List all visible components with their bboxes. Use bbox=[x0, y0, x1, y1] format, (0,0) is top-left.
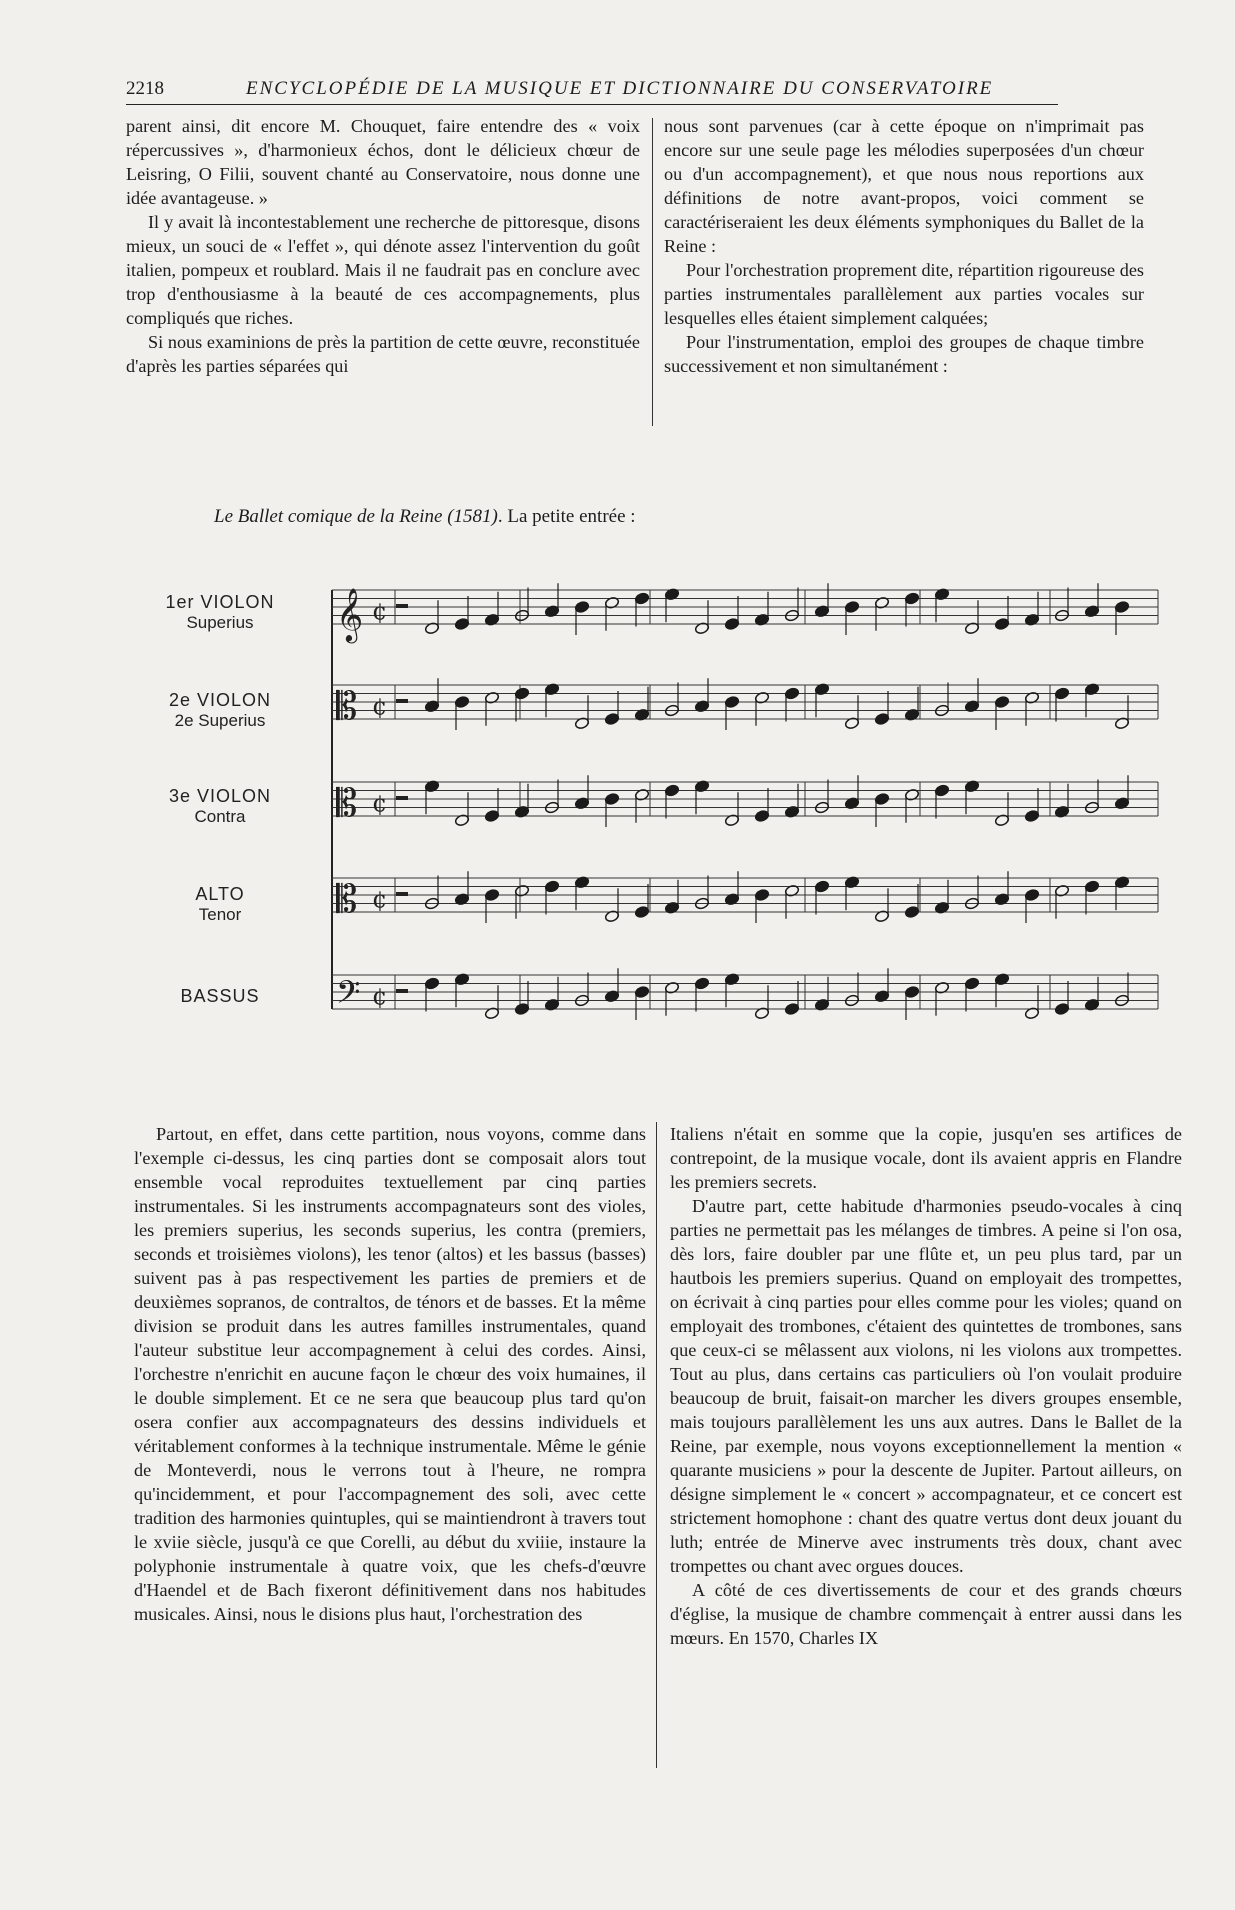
running-header bbox=[126, 78, 1058, 104]
note-head bbox=[1024, 809, 1039, 822]
note-head bbox=[1084, 880, 1099, 893]
note-head bbox=[454, 695, 469, 708]
note-head bbox=[634, 905, 649, 918]
note-head bbox=[754, 888, 769, 901]
half-rest bbox=[396, 604, 408, 608]
clef: 𝄡 bbox=[336, 781, 358, 825]
note-head bbox=[634, 592, 649, 605]
top-right-column bbox=[664, 114, 1144, 378]
header-rule bbox=[126, 104, 1058, 105]
example-caption bbox=[214, 506, 636, 528]
staff-label-line1: 2e VIOLON bbox=[168, 690, 272, 710]
page-number: 2218 bbox=[126, 78, 164, 99]
clef: 𝄡 bbox=[336, 684, 358, 728]
column-divider bbox=[656, 1122, 657, 1768]
note-head bbox=[604, 712, 619, 725]
note-head bbox=[1024, 888, 1039, 901]
note-head bbox=[814, 880, 829, 893]
staff-label-line2: Tenor bbox=[198, 905, 242, 924]
note-head bbox=[574, 600, 589, 613]
paragraph: Si nous examinions de près la partition de cette œuvre, reconstituée d'après les parties séparées qui bbox=[126, 332, 640, 376]
note-head bbox=[484, 888, 499, 901]
time-signature: ¢ bbox=[372, 789, 388, 818]
paragraph: Il y avait là incontestablement une recherche de pittoresque, disons mieux, un souci de « l'effet », qui dénote assez l'intervention du goût italien, pompeux et roublard. Mais il ne faudrait pas en conclure avec trop d'enthousiasme à la beauté de ces accompagnements, plus compliqués que riches. bbox=[126, 212, 640, 328]
staff-label-line1: 1er VIOLON bbox=[165, 592, 275, 612]
staff-label-line2: Contra bbox=[194, 807, 246, 826]
time-signature: ¢ bbox=[372, 597, 388, 626]
paragraph: Italiens n'était en somme que la copie, jusqu'en ses artifices de contrepoint, de la musique vocale, dont ils avaient appris en Flandre les premiers secrets. bbox=[670, 1124, 1182, 1192]
note-head bbox=[964, 977, 979, 990]
note-head bbox=[904, 592, 919, 605]
note-head bbox=[1054, 1002, 1069, 1015]
note-head bbox=[424, 977, 439, 990]
staff-label-line1: ALTO bbox=[195, 884, 245, 904]
note-head bbox=[514, 687, 529, 700]
note-head bbox=[634, 985, 649, 998]
staff-label-line2: 2e Superius bbox=[174, 711, 266, 730]
time-signature: ¢ bbox=[372, 982, 388, 1011]
caption-rest: . La petite entrée : bbox=[497, 506, 636, 527]
running-title: ENCYCLOPÉDIE DE LA MUSIQUE ET DICTIONNAIRE DU CONSERVATOIRE bbox=[246, 78, 994, 99]
note-head bbox=[664, 784, 679, 797]
paragraph: A côté de ces divertissements de cour et des grands chœurs d'église, la musique de chambre commençait à entrer aussi dans les mœurs. En 1570, Charles IX bbox=[670, 1580, 1182, 1648]
staff-label-line2: Superius bbox=[186, 613, 254, 632]
note-head bbox=[784, 1002, 799, 1015]
half-rest bbox=[396, 989, 408, 993]
note-head bbox=[454, 617, 469, 630]
paragraph: Partout, en effet, dans cette partition, nous voyons, comme dans l'exemple ci-dessus, les cinq parties dont se composait alors tout ensemble vocal reproduites textuellement par cinq parties instrumentales. Si les instruments accompagnateurs sont des violes, les premiers superius, les seconds superius, les contra (premiers, seconds et troisièmes violons), les tenor (altos) et les bassus (basses) suivent pas à pas respectivement les parties de premiers et de deuxièmes sopranos, de contraltos, de ténors et de basses. Et la même division se produit dans les autres familles instrumentales, quand l'auteur substitue leur accompagnement à celui des cordes. Ainsi, l'orchestre n'enrichit en aucune façon le chœur des voix humaines, il le double simplement. Et ce ne sera que beaucoup plus tard qu'on osera confier aux accompagnateurs des dessins individuels et véritablement conformes à la technique instrumentale. Même le génie de Monteverdi, nous le verrons tout à l'heure, ne rompra qu'incidemment, et pour l'accompagnement des soli, avec cette tradition des harmonies quintuples, qui se maintiendront à travers tout le xviie siècle, jusqu'à ce que Corelli, au début du xviiie, instaure la polyphonie instrumentale à quatre voix, que les chefs-d'œuvre d'Haendel et de Bach fixeront définitivement dans nos habitudes musicales. Ainsi, nous le disions plus haut, l'orchestration des bbox=[134, 1124, 646, 1624]
top-left-column bbox=[126, 114, 640, 378]
note-head bbox=[1114, 600, 1129, 613]
music-score bbox=[0, 570, 1235, 1030]
note-head bbox=[544, 880, 559, 893]
bottom-left-column bbox=[134, 1122, 646, 1626]
staff-label-line1: 3e VIOLON bbox=[168, 786, 272, 806]
clef: 𝄞 bbox=[336, 587, 364, 641]
note-head bbox=[844, 600, 859, 613]
note-head bbox=[724, 617, 739, 630]
note-head bbox=[994, 695, 1009, 708]
time-signature: ¢ bbox=[372, 885, 388, 914]
note-head bbox=[994, 617, 1009, 630]
paragraph: nous sont parvenues (car à cette époque on n'imprimait pas encore sur une seule page les mélodies superposées d'un chœur ou d'un accompagnement), et que nous nous reportions aux définitions de notre avant-propos, voici comment se caractériseraient les deux éléments symphoniques du Ballet de la Reine : bbox=[664, 116, 1144, 256]
time-signature: ¢ bbox=[372, 692, 388, 721]
clef: 𝄡 bbox=[336, 877, 358, 921]
bottom-right-column bbox=[670, 1122, 1182, 1650]
half-rest bbox=[396, 892, 408, 896]
caption-year: (1581) bbox=[447, 506, 498, 527]
note-head bbox=[784, 687, 799, 700]
note-head bbox=[724, 695, 739, 708]
note-head bbox=[934, 784, 949, 797]
half-rest bbox=[396, 796, 408, 800]
note-head bbox=[514, 1002, 529, 1015]
clef: 𝄢 bbox=[336, 974, 361, 1018]
note-head bbox=[904, 905, 919, 918]
note-head bbox=[484, 809, 499, 822]
caption-title: Le Ballet comique de la Reine bbox=[214, 506, 443, 527]
note-head bbox=[904, 985, 919, 998]
paragraph: Pour l'instrumentation, emploi des groupes de chaque timbre successivement et non simultanément : bbox=[664, 332, 1144, 376]
paragraph: parent ainsi, dit encore M. Chouquet, faire entendre des « voix répercussives », d'harmonieux échos, dont le délicieux chœur de Leisring, O Filii, souvent chanté au Conservatoire, nous donne une idée avantageuse. » bbox=[126, 116, 640, 208]
note-head bbox=[1054, 687, 1069, 700]
note-head bbox=[754, 809, 769, 822]
note-head bbox=[874, 712, 889, 725]
note-head bbox=[874, 792, 889, 805]
note-head bbox=[604, 792, 619, 805]
column-divider bbox=[652, 118, 653, 426]
half-rest bbox=[396, 699, 408, 703]
paragraph: D'autre part, cette habitude d'harmonies pseudo-vocales à cinq parties ne permettait pas les mélanges de timbres. A peine si l'on osa, dès lors, faire doubler par une flûte et, un peu plus tard, par un hautbois les premiers superius. Quand on employait des trompettes, on écrivait à cinq parties pour elles comme pour les violes; quand on employait des trombones, c'étaient des quintettes de trombones, sans que ceux-ci se mêlassent aux violons, ni les violons aux trompettes. Tout au plus, dans certains cas particuliers où l'on voulait produire beaucoup de bruit, faisait-on marcher les divers groupes ensemble, mais toujours parallèlement les uns aux autres. Dans le Ballet de la Reine, par exemple, nous voyons exceptionnellement la mention « quarante musiciens » pour la descente de Jupiter. Partout ailleurs, on désigne simplement le « concert » accompagnateur, et ce concert est strictement homophone : chant des quatre vertus dont deux jouant du luth; entrée de Minerve avec instruments très doux, chant avec trompettes ou chant avec orgues douces. bbox=[670, 1196, 1182, 1576]
paragraph: Pour l'orchestration proprement dite, répartition rigoureuse des parties instrumentales parallèlement aux parties vocales sur lesquelles elles étaient simplement calquées; bbox=[664, 260, 1144, 328]
staff-label-line1: BASSUS bbox=[180, 986, 260, 1006]
note-head bbox=[694, 977, 709, 990]
